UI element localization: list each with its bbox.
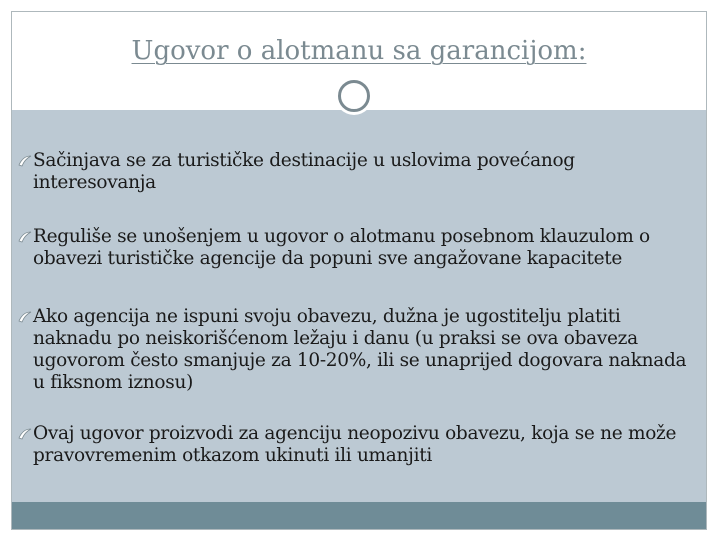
bullet-swoosh-icon	[18, 427, 32, 441]
bullet-item	[18, 306, 694, 394]
bullet-item	[18, 423, 694, 467]
circle-ornament-icon	[338, 80, 370, 112]
bullet-item	[18, 226, 694, 270]
footer-bar	[12, 502, 706, 529]
bullet-swoosh-icon	[18, 230, 32, 244]
bullet-text: Reguliše se unošenjem u ugovor o alotmanu posebnom klauzulom o obavezi turističke agencije da popuni sve angažovane kapacitete	[33, 226, 650, 269]
slide	[11, 11, 707, 530]
bullet-item	[18, 150, 694, 194]
slide-title: Ugovor o alotmanu sa garancijom:	[131, 36, 587, 66]
bullet-swoosh-icon	[18, 154, 32, 168]
content-area	[12, 110, 706, 502]
bullet-swoosh-icon	[18, 310, 32, 324]
bullet-text: Ovaj ugovor proizvodi za agenciju neopozivu obavezu, koja se ne može pravovremenim otkazom ukinuti ili umanjiti	[33, 423, 677, 466]
bullet-text: Ako agencija ne ispuni svoju obavezu, dužna je ugostitelju platiti naknadu po neiskorišćenom ležaju i danu (u praksi se ova obaveza ugovorom često smanjuje za 10-20%, ili se unaprijed dogovara naknada u fiksnom iznosu)	[33, 306, 687, 393]
bullet-list	[18, 150, 694, 467]
bullet-text: Sačinjava se za turističke destinacije u uslovima povećanog interesovanja	[33, 150, 575, 193]
